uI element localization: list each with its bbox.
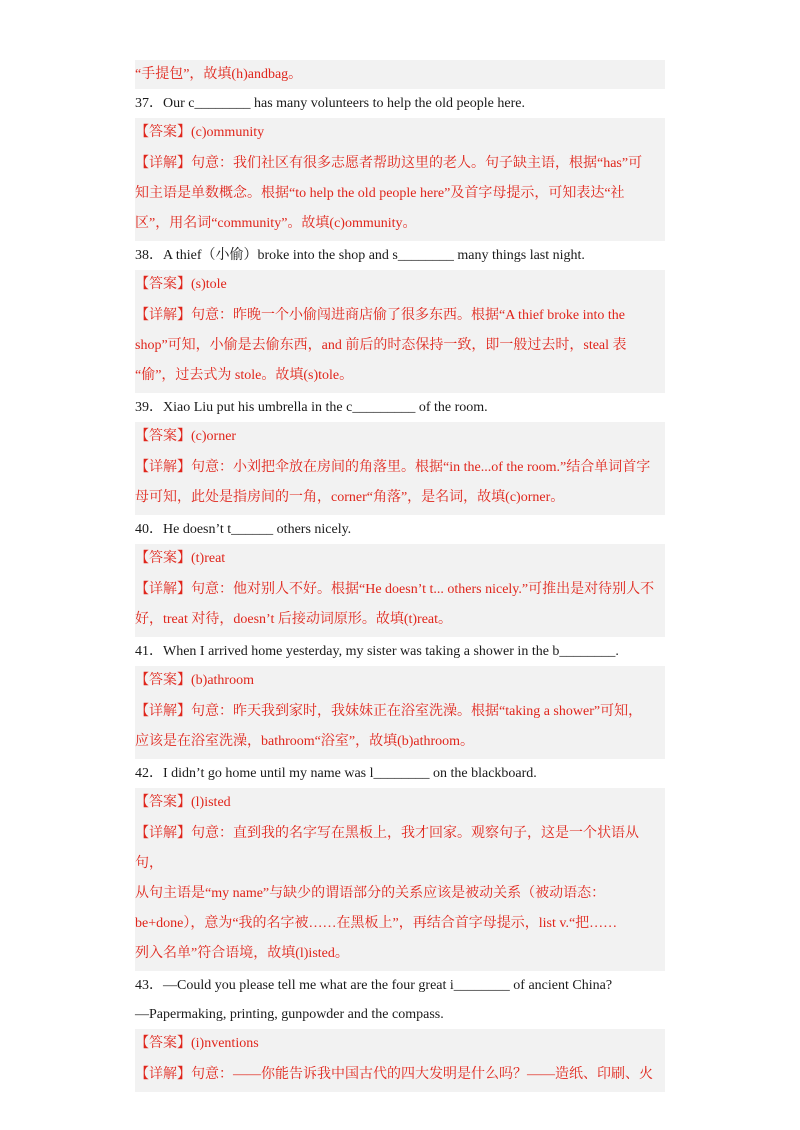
detail-text: 句意：直到我的名字写在黑板上，我才回家。观察句子，这是一个状语从句， [135, 826, 639, 871]
answer-line [135, 422, 665, 451]
question-43-reply: —Papermaking, printing, gunpowder and the compass. [135, 1007, 444, 1022]
detail-line: 列入名单”符合语境，故填(l)isted。 [135, 946, 349, 961]
detail-line: 应该是在浴室洗澡，bathroom“浴室”，故填(b)athroom。 [135, 734, 475, 749]
question-text: A thief（小偷）broke into the shop and s________ many things last night. [163, 248, 585, 263]
question-41 [135, 637, 665, 666]
question-39 [135, 393, 665, 422]
detail-text: 句意：我们社区有很多志愿者帮助这里的老人。句子缺主语，根据“has”可 [191, 156, 643, 171]
answer-block-39 [135, 422, 665, 515]
question-text: I didn’t go home until my name was l________ on the blackboard. [163, 766, 537, 781]
detail-tag: 【详解】 [135, 1067, 191, 1082]
detail-line [135, 1060, 665, 1090]
answer-line [135, 118, 665, 147]
question-text: —Could you please tell me what are the four great i________ of ancient China? [163, 978, 613, 993]
question-text: Xiao Liu put his umbrella in the c_________ of the room. [163, 400, 488, 415]
detail-block [135, 147, 665, 241]
answer-text: (s)tole [191, 277, 227, 292]
question-number: 43． [135, 978, 163, 993]
question-number: 41． [135, 644, 163, 659]
answer-text: (b)athroom [191, 673, 254, 688]
detail-line: shop”可知，小偷是去偷东西，and 前后的时态保持一致，即一般过去时，steal 表 [135, 338, 627, 353]
detail-line: 好，treat 对待，doesn’t 后接动词原形。故填(t)reat。 [135, 612, 453, 627]
answer-block-41 [135, 666, 665, 759]
detail-continuation [135, 60, 665, 89]
answer-line [135, 544, 665, 573]
question-37 [135, 89, 665, 118]
answer-text: (l)isted [191, 795, 231, 810]
answer-tag: 【答案】 [135, 795, 191, 810]
detail-block [135, 451, 665, 515]
detail-tag: 【详解】 [135, 582, 191, 597]
answer-block-38 [135, 270, 665, 393]
detail-line [135, 149, 665, 179]
answer-tag: 【答案】 [135, 429, 191, 444]
answer-text: (c)ommunity [191, 125, 265, 140]
detail-line: 知主语是单数概念。根据“to help the old people here”及首字母提示，可知表达“社 [135, 186, 625, 201]
answer-line [135, 788, 665, 817]
answer-block-42 [135, 788, 665, 971]
answer-tag: 【答案】 [135, 551, 191, 566]
answer-block-43 [135, 1029, 665, 1092]
detail-block [135, 695, 665, 759]
question-number: 37． [135, 96, 163, 111]
detail-block [135, 817, 665, 971]
question-text: When I arrived home yesterday, my sister was taking a shower in the b________. [163, 644, 619, 659]
detail-text: 句意：昨晚一个小偷闯进商店偷了很多东西。根据“A thief broke into the [191, 308, 625, 323]
answer-text: (t)reat [191, 551, 226, 566]
answer-line [135, 666, 665, 695]
detail-line [135, 301, 665, 331]
detail-line: be+done），意为“我的名字被……在黑板上”，再结合首字母提示，list v.“把…… [135, 916, 618, 931]
detail-text: 句意：他对别人不好。根据“He doesn’t t... others nicely.”可推出是对待别人不 [191, 582, 655, 597]
answer-tag: 【答案】 [135, 1036, 191, 1051]
detail-block [135, 1058, 665, 1092]
detail-block [135, 573, 665, 637]
detail-line [135, 697, 665, 727]
question-42 [135, 759, 665, 788]
detail-line [135, 819, 665, 879]
question-number: 40． [135, 522, 163, 537]
detail-line: “偷”，过去式为 stole。故填(s)tole。 [135, 368, 354, 383]
answer-tag: 【答案】 [135, 277, 191, 292]
detail-tag: 【详解】 [135, 308, 191, 323]
answer-tag: 【答案】 [135, 125, 191, 140]
detail-line: “手提包”，故填(h)andbag。 [135, 67, 303, 82]
question-40 [135, 515, 665, 544]
answer-block-37 [135, 118, 665, 241]
detail-block [135, 299, 665, 393]
answer-block-40 [135, 544, 665, 637]
answer-text: (c)orner [191, 429, 237, 444]
detail-line: 从句主语是“my name”与缺少的谓语部分的关系应该是被动关系（被动语态： [135, 886, 606, 901]
question-number: 38． [135, 248, 163, 263]
detail-tag: 【详解】 [135, 826, 191, 841]
question-number: 39． [135, 400, 163, 415]
question-43 [135, 971, 665, 1000]
detail-line: 区”，用名词“community”。故填(c)ommunity。 [135, 216, 417, 231]
detail-line [135, 575, 665, 605]
detail-line [135, 453, 665, 483]
answer-text: (i)nventions [191, 1036, 259, 1051]
question-text: He doesn’t t______ others nicely. [163, 522, 352, 537]
detail-tag: 【详解】 [135, 460, 191, 475]
document-body [135, 60, 665, 1092]
detail-line: 母可知，此处是指房间的一角，corner“角落”，是名词，故填(c)orner。 [135, 490, 565, 505]
detail-text: 句意：小刘把伞放在房间的角落里。根据“in the...of the room.”结合单词首字 [191, 460, 651, 475]
question-38 [135, 241, 665, 270]
detail-text: 句意：昨天我到家时，我妹妹正在浴室洗澡。根据“taking a shower”可知， [191, 704, 643, 719]
answer-line [135, 1029, 665, 1058]
detail-tag: 【详解】 [135, 156, 191, 171]
detail-text: 句意：——你能告诉我中国古代的四大发明是什么吗？——造纸、印刷、火 [191, 1067, 653, 1082]
detail-tag: 【详解】 [135, 704, 191, 719]
question-text: Our c________ has many volunteers to help the old people here. [163, 96, 525, 111]
answer-line [135, 270, 665, 299]
question-number: 42． [135, 766, 163, 781]
answer-tag: 【答案】 [135, 673, 191, 688]
